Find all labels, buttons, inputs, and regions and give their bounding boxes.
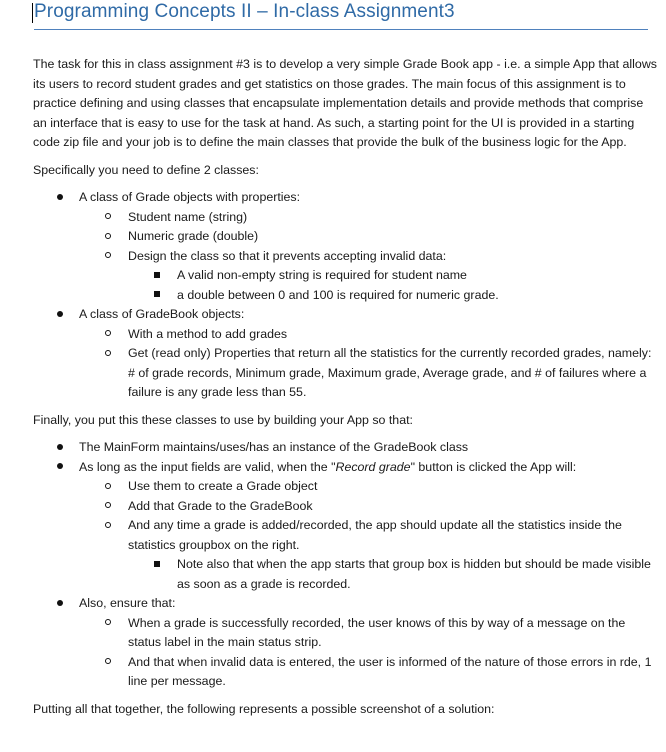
list-item [33,247,658,306]
text-cursor [32,3,33,23]
list-item [33,227,658,247]
list-item-text: Design the class so that it prevents accepting invalid data: [128,248,447,263]
closing-paragraph: Putting all that together, the following represents a possible screenshot of a solution: [33,701,495,716]
list-item-text: The MainForm maintains/uses/has an instance of the GradeBook class [79,440,469,454]
list-item-text: Student name (string) [128,209,248,224]
list-item [33,344,658,403]
list-item [33,555,658,594]
grade-props-list [33,208,658,306]
circle-bullet-icon [105,497,111,517]
bullet-icon [57,438,63,458]
gradebook-props-list [33,325,658,403]
bullet-icon [57,458,63,478]
note-list [33,555,658,594]
list-item [33,188,658,305]
list-item [33,286,658,306]
grade-class-text: A class of Grade objects with properties: [79,190,301,204]
bullet-icon [57,594,63,614]
list-item-text: As long as the input fields are valid, when the "Record grade" button is clicked the App will: [79,459,577,474]
list-item-text: A valid non-empty string is required for student name [177,268,467,282]
intro-paragraph: The task for this in class assignment #3 is to develop a very simple Grade Book app - i.e. a simple App that allows its users to record student grades and get statistics on those grades. The main focus of this assignment is to practice defining and using classes that encapsulate implementation details and provide methods that comprise an interface that is easy to use for the task at hand. As such, a starting point for the UI is provided in a starting code zip file and your job is to define the main classes that provide the bulk of the business logic for the App. [33,57,657,149]
circle-bullet-icon [105,208,111,228]
list-item [33,477,658,497]
list-item [33,516,658,594]
classes-intro-paragraph: Specifically you need to define 2 classes: [33,162,259,177]
list-item [33,438,658,458]
circle-bullet-icon [105,477,111,497]
document-body [33,55,658,727]
list-item [33,208,658,228]
circle-bullet-icon [105,325,111,345]
list-item [33,325,658,345]
list-item-text: Get (read only) Properties that return all the statistics for the currently recorded grades, namely: # of grade records, Minimum grade, Maximum grade, Average grade, and # of failures where a failure is any grade less than 55. [128,346,652,399]
app-requirements-list [33,438,658,692]
ensure-list [33,614,658,692]
list-item [33,614,658,653]
record-grade-emphasis: Record grade [335,459,411,474]
bullet-icon [57,188,63,208]
list-item [33,458,658,595]
circle-bullet-icon [105,516,111,536]
circle-bullet-icon [105,653,111,673]
list-item-text: Add that Grade to the GradeBook [128,498,313,513]
title-underline [34,29,648,30]
circle-bullet-icon [105,614,111,634]
list-item-text: Numeric grade (double) [128,229,259,243]
list-item-text: Also, ensure that: [79,596,176,610]
square-bullet-icon [154,266,160,286]
list-item-text: And any time a grade is added/recorded, the app should update all the statistics inside the statistics groupbox on the right. [128,518,622,552]
list-item [33,653,658,692]
circle-bullet-icon [105,227,111,247]
list-item [33,305,658,403]
square-bullet-icon [154,555,160,575]
list-item-text: a double between 0 and 100 is required for numeric grade. [177,287,499,302]
square-bullet-icon [154,286,160,306]
gradebook-class-text: A class of GradeBook objects: [79,307,245,321]
list-item-text: With a method to add grades [128,326,288,341]
circle-bullet-icon [105,344,111,364]
record-steps-list [33,477,658,594]
circle-bullet-icon [105,247,111,267]
list-item-text: When a grade is successfully recorded, the user knows of this by way of a message on the status label in the main status strip. [128,615,626,649]
document-title: Programming Concepts II – In-class Assignment3 [34,1,455,22]
grade-rules-list [33,266,658,305]
list-item [33,594,658,692]
classes-list [33,188,658,403]
list-item-text: Note also that when the app starts that group box is hidden but should be made visible as soon as a grade is recorded. [177,557,651,591]
list-item-text: And that when invalid data is entered, the user is informed of the nature of those errors in rde, 1 line per message. [128,654,652,688]
list-item [33,497,658,517]
list-item [33,266,658,286]
app-intro-paragraph: Finally, you put this these classes to use by building your App so that: [33,412,413,427]
list-item-text: Use them to create a Grade object [128,479,318,493]
bullet-icon [57,305,63,325]
